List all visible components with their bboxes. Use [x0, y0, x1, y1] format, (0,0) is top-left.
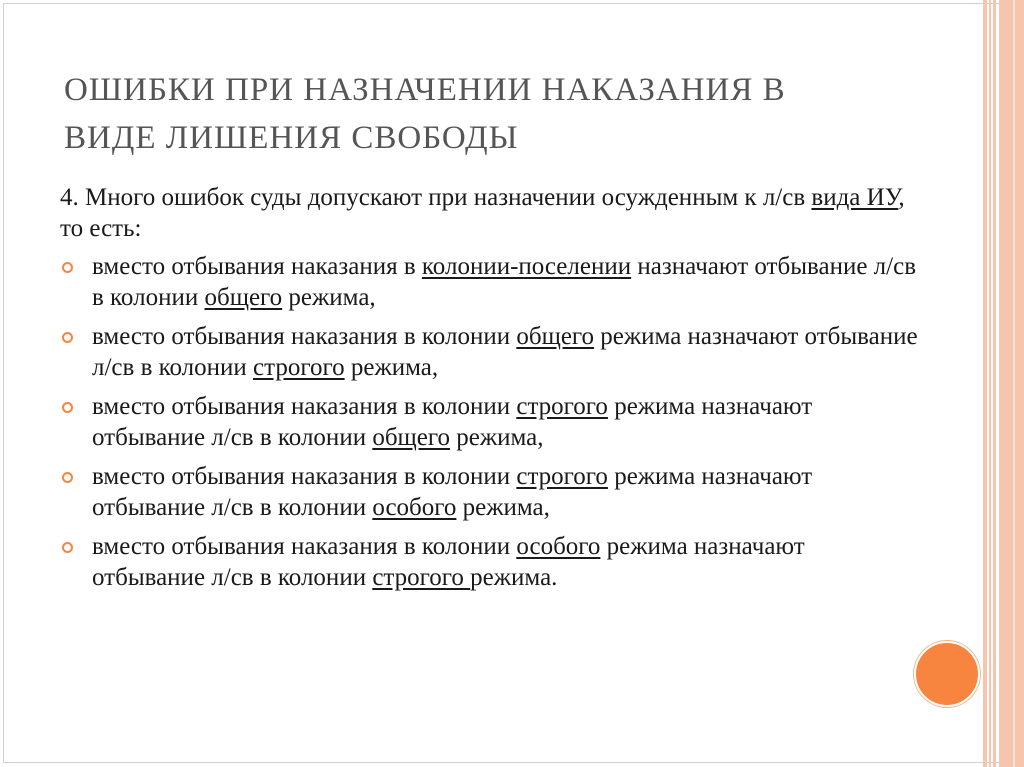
- item-underlined-term: особого: [372, 494, 457, 521]
- item-text: режима,: [282, 284, 376, 311]
- item-text: вместо отбывания наказания в: [92, 253, 422, 280]
- item-underlined-term: общего: [372, 424, 451, 451]
- list-item: [60, 461, 920, 523]
- intro-text-end: , то есть:: [60, 184, 905, 242]
- list-item: [60, 251, 920, 313]
- item-underlined-term: строгого: [516, 463, 608, 490]
- item-underlined-term: строгого: [372, 564, 471, 591]
- bullet-list: [60, 251, 920, 593]
- slide-body: [60, 182, 920, 601]
- item-underlined-term: строгого: [253, 354, 345, 381]
- decor-stripe: [993, 0, 996, 767]
- bullet-circle-icon: [62, 472, 73, 483]
- decor-circle: [914, 641, 980, 707]
- bullet-circle-icon: [62, 542, 73, 553]
- decor-stripe: [1015, 0, 1024, 767]
- item-text: режима назначают отбывание л/св в колонии: [92, 393, 813, 451]
- bullet-circle-icon: [62, 402, 73, 413]
- item-underlined-term: колонии-поселении: [421, 253, 632, 280]
- item-underlined-term: общего: [204, 284, 283, 311]
- intro-underlined-term: вида ИУ: [811, 184, 899, 211]
- list-item: [60, 531, 920, 593]
- decor-stripe: [983, 0, 987, 767]
- item-underlined-term: общего: [516, 323, 595, 350]
- item-text: режима,: [456, 494, 550, 521]
- item-text: режима назначают отбывание л/св в колонии: [92, 323, 918, 381]
- item-text: вместо отбывания наказания в колонии: [92, 393, 517, 420]
- bullet-circle-icon: [62, 262, 73, 273]
- item-underlined-term: особого: [516, 533, 601, 560]
- list-item: [60, 391, 920, 453]
- item-text: режима назначают отбывание л/св в колонии: [92, 533, 805, 591]
- intro-paragraph: [60, 182, 920, 244]
- decor-stripe: [999, 0, 1013, 767]
- item-text: вместо отбывания наказания в колонии: [92, 463, 517, 490]
- slide-title: ОШИБКИ ПРИ НАЗНАЧЕНИИ НАКАЗАНИЯ В ВИДЕ ЛИШЕНИЯ СВОБОДЫ: [64, 72, 786, 156]
- item-text: режима назначают отбывание л/св в колонии: [92, 463, 813, 521]
- item-text: режима,: [344, 354, 439, 381]
- item-underlined-term: строгого: [516, 393, 608, 420]
- item-text: вместо отбывания наказания в колонии: [92, 533, 517, 560]
- list-item: [60, 321, 920, 383]
- item-text: вместо отбывания наказания в колонии: [92, 323, 517, 350]
- item-text: назначают отбывание л/св в колонии: [92, 253, 917, 311]
- item-text: режима,: [450, 424, 544, 451]
- item-text: режима.: [470, 564, 558, 591]
- bullet-circle-icon: [62, 332, 73, 343]
- decor-stripe: [989, 0, 991, 767]
- intro-text: 4. Много ошибок суды допускают при назначении осужденным к л/св: [60, 184, 812, 211]
